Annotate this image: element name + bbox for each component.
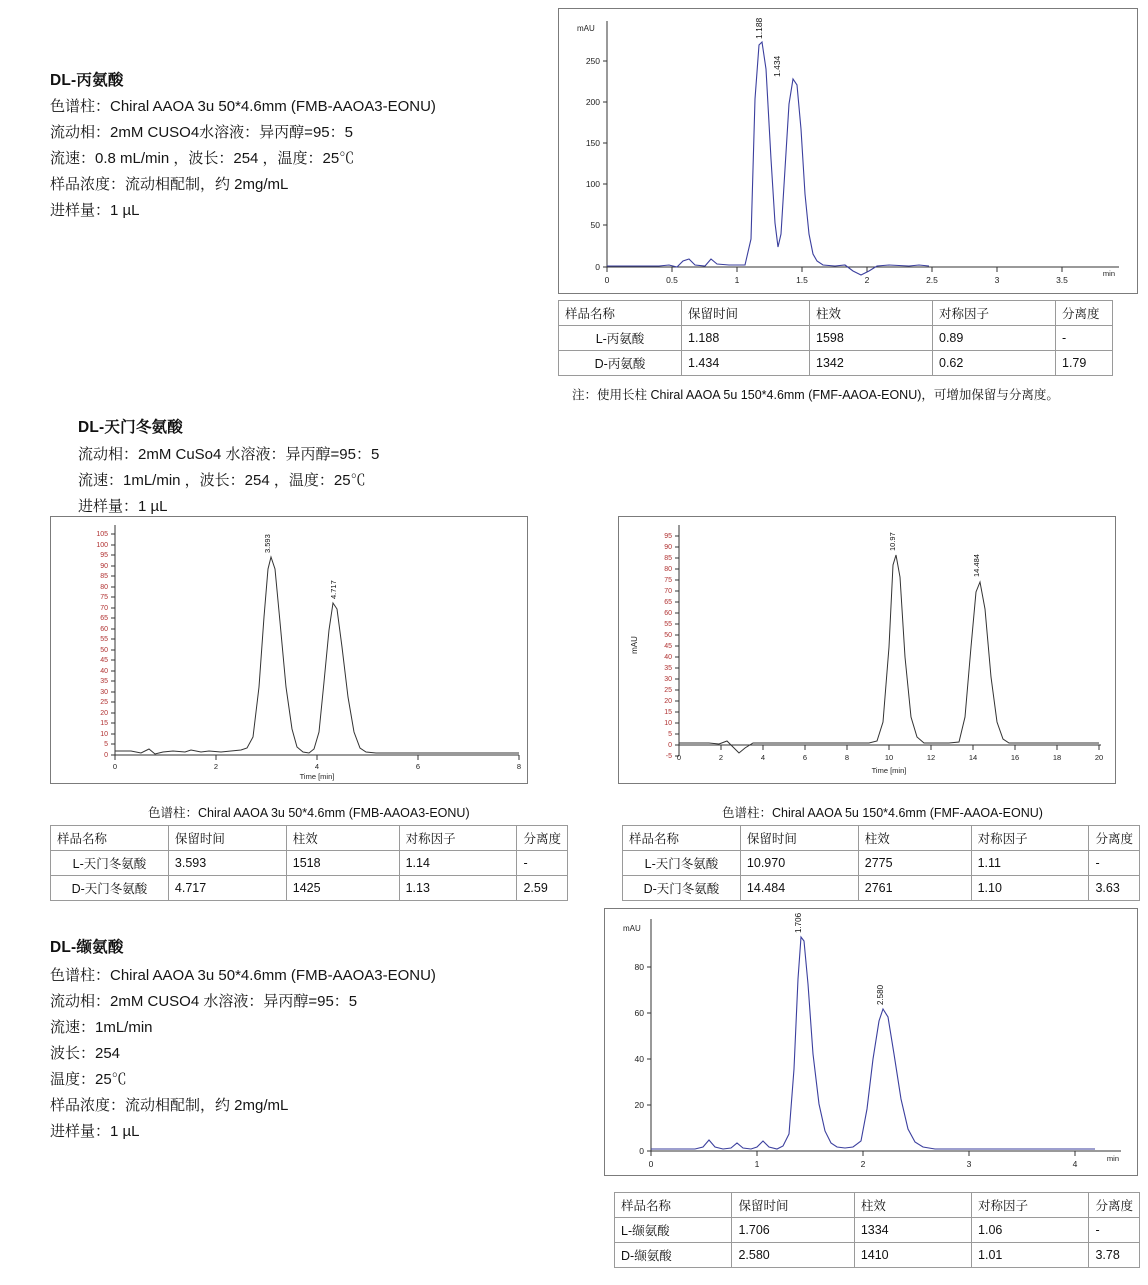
svg-text:14.484: 14.484 <box>972 554 981 577</box>
cell-symmetry: 1.13 <box>399 876 517 901</box>
svg-text:2: 2 <box>860 1159 866 1169</box>
col-header: 保留时间 <box>732 1193 854 1218</box>
svg-text:65: 65 <box>100 615 108 622</box>
svg-text:10: 10 <box>664 720 672 727</box>
svg-text:90: 90 <box>664 544 672 551</box>
spec-line: 温度：25℃ <box>50 1071 127 1088</box>
svg-text:2.5: 2.5 <box>926 275 938 285</box>
table-row <box>615 1243 1140 1268</box>
section-title-aspartic: DL-天门冬氨酸 <box>78 419 183 436</box>
svg-text:80: 80 <box>100 584 108 591</box>
svg-text:15: 15 <box>664 709 672 716</box>
table-row <box>623 876 1140 901</box>
table-header-row <box>615 1193 1140 1218</box>
svg-text:25: 25 <box>664 687 672 694</box>
col-header: 对称因子 <box>971 826 1089 851</box>
svg-text:90: 90 <box>100 563 108 570</box>
svg-text:20: 20 <box>634 1100 644 1110</box>
svg-text:15: 15 <box>100 720 108 727</box>
svg-text:45: 45 <box>100 657 108 664</box>
cell-resolution: 3.78 <box>1089 1243 1140 1268</box>
spec-line: 流速：0.8 mL/min ，波长：254 ，温度：25℃ <box>50 150 355 167</box>
cell-plates: 1342 <box>810 351 933 376</box>
svg-text:75: 75 <box>664 577 672 584</box>
svg-text:1: 1 <box>734 275 740 285</box>
svg-text:20: 20 <box>1094 753 1104 762</box>
svg-text:1.706: 1.706 <box>794 912 803 933</box>
svg-text:200: 200 <box>585 97 600 107</box>
svg-text:40: 40 <box>100 668 108 675</box>
svg-text:0.5: 0.5 <box>666 275 678 285</box>
cell-plates: 2761 <box>858 876 971 901</box>
cell-resolution: 3.63 <box>1089 876 1140 901</box>
svg-text:6: 6 <box>415 762 421 771</box>
col-header: 分离度 <box>1089 1193 1140 1218</box>
section-alanine-text <box>50 68 550 224</box>
svg-text:50: 50 <box>664 632 672 639</box>
svg-text:16: 16 <box>1010 753 1020 762</box>
cell-sample-name: L-丙氨酸 <box>559 326 682 351</box>
cell-plates: 2775 <box>858 851 971 876</box>
spec-line: 进样量：1 µL <box>50 202 140 219</box>
col-header: 柱效 <box>854 1193 971 1218</box>
svg-text:75: 75 <box>100 594 108 601</box>
svg-text:80: 80 <box>664 566 672 573</box>
svg-text:4.717: 4.717 <box>329 580 338 599</box>
svg-text:20: 20 <box>664 698 672 705</box>
svg-text:60: 60 <box>664 610 672 617</box>
cell-resolution: - <box>1089 851 1140 876</box>
cell-symmetry: 1.01 <box>972 1243 1089 1268</box>
svg-text:1.434: 1.434 <box>772 55 782 77</box>
svg-text:Time [min]: Time [min] <box>871 766 907 775</box>
svg-text:18: 18 <box>1052 753 1062 762</box>
svg-text:Time [min]: Time [min] <box>299 772 335 781</box>
cell-plates: 1518 <box>286 851 399 876</box>
svg-text:2: 2 <box>718 753 724 762</box>
svg-text:3: 3 <box>966 1159 972 1169</box>
spec-line: 流速：1mL/min ，波长：254 ，温度：25℃ <box>78 472 366 489</box>
svg-text:3.5: 3.5 <box>1056 275 1068 285</box>
cell-plates: 1334 <box>854 1218 971 1243</box>
svg-text:4: 4 <box>760 753 766 762</box>
svg-text:0: 0 <box>104 752 108 759</box>
table-row <box>559 351 1113 376</box>
spec-line: 流动相：2mM CuSo4 水溶液：异丙醇=95：5 <box>78 446 380 463</box>
svg-text:0: 0 <box>595 262 600 272</box>
svg-text:4: 4 <box>314 762 320 771</box>
svg-text:mAU: mAU <box>630 636 639 654</box>
col-header: 柱效 <box>858 826 971 851</box>
col-header: 样品名称 <box>51 826 169 851</box>
col-header: 样品名称 <box>559 301 682 326</box>
cell-sample-name: D-丙氨酸 <box>559 351 682 376</box>
cell-retention-time: 14.484 <box>740 876 858 901</box>
svg-text:6: 6 <box>802 753 808 762</box>
results-table-alanine <box>558 300 1113 376</box>
cell-resolution: 2.59 <box>517 876 568 901</box>
results-table-valine <box>614 1192 1140 1268</box>
col-header: 分离度 <box>517 826 568 851</box>
spec-line: 色谱柱：Chiral AAOA 3u 50*4.6mm (FMB-AAOA3-EONU) <box>50 98 436 115</box>
spec-line: 波长：254 <box>50 1045 121 1062</box>
cell-sample-name: D-缬氨酸 <box>615 1243 732 1268</box>
note-alanine: 注：使用长柱 Chiral AAOA 5u 150*4.6mm (FMF-AAOA-EONU)，可增加保留与分离度。 <box>572 388 1059 402</box>
results-table-aspartic-short <box>50 825 568 901</box>
svg-text:3.593: 3.593 <box>263 534 272 553</box>
svg-text:70: 70 <box>664 588 672 595</box>
col-header: 对称因子 <box>972 1193 1089 1218</box>
svg-text:10: 10 <box>884 753 894 762</box>
col-header: 柱效 <box>810 301 933 326</box>
svg-text:70: 70 <box>100 605 108 612</box>
svg-text:100: 100 <box>96 542 108 549</box>
cell-symmetry: 1.10 <box>971 876 1089 901</box>
cell-symmetry: 1.11 <box>971 851 1089 876</box>
svg-text:mAU: mAU <box>623 924 641 933</box>
svg-text:40: 40 <box>634 1054 644 1064</box>
svg-text:14: 14 <box>968 753 978 762</box>
svg-text:2: 2 <box>864 275 870 285</box>
cell-sample-name: D-天门冬氨酸 <box>623 876 741 901</box>
spec-line: 色谱柱：Chiral AAOA 3u 50*4.6mm (FMB-AAOA3-EONU) <box>50 967 436 984</box>
svg-text:min: min <box>1106 1154 1119 1163</box>
svg-text:min: min <box>1102 269 1115 278</box>
table-header-row <box>559 301 1113 326</box>
svg-text:65: 65 <box>664 599 672 606</box>
cell-retention-time: 10.970 <box>740 851 858 876</box>
spec-line: 进样量：1 µL <box>50 1123 140 1140</box>
section-title-alanine: DL-丙氨酸 <box>50 72 124 89</box>
table-row <box>51 851 568 876</box>
cell-resolution: 1.79 <box>1056 351 1113 376</box>
svg-text:12: 12 <box>926 753 936 762</box>
cell-retention-time: 3.593 <box>168 851 286 876</box>
column-caption-right: 色谱柱：Chiral AAOA 5u 150*4.6mm (FMF-AAOA-EONU) <box>722 806 1043 820</box>
table-header-row <box>623 826 1140 851</box>
svg-text:35: 35 <box>664 665 672 672</box>
cell-symmetry: 1.14 <box>399 851 517 876</box>
chromatogram-aspartic-short <box>50 516 528 784</box>
col-header: 柱效 <box>286 826 399 851</box>
svg-text:0: 0 <box>639 1146 644 1156</box>
cell-symmetry: 1.06 <box>972 1218 1089 1243</box>
svg-text:4: 4 <box>1072 1159 1078 1169</box>
spec-line: 进样量：1 µL <box>78 498 168 515</box>
svg-text:250: 250 <box>585 56 600 66</box>
svg-text:150: 150 <box>585 138 600 148</box>
svg-text:55: 55 <box>664 621 672 628</box>
cell-plates: 1598 <box>810 326 933 351</box>
svg-text:5: 5 <box>668 731 672 738</box>
chromatogram-aspartic-long <box>618 516 1116 784</box>
svg-text:10: 10 <box>100 731 108 738</box>
cell-sample-name: L-缬氨酸 <box>615 1218 732 1243</box>
table-row <box>615 1218 1140 1243</box>
svg-text:0: 0 <box>648 1159 654 1169</box>
cell-symmetry: 0.89 <box>933 326 1056 351</box>
section-title-valine: DL-缬氨酸 <box>50 939 124 956</box>
spec-line: 样品浓度：流动相配制，约 2mg/mL <box>50 1097 289 1114</box>
spec-line: 流速：1mL/min <box>50 1019 153 1036</box>
svg-text:85: 85 <box>100 573 108 580</box>
svg-text:30: 30 <box>100 689 108 696</box>
svg-text:8: 8 <box>516 762 522 771</box>
cell-sample-name: D-天门冬氨酸 <box>51 876 169 901</box>
svg-text:95: 95 <box>100 552 108 559</box>
cell-plates: 1410 <box>854 1243 971 1268</box>
svg-text:-5: -5 <box>665 753 672 760</box>
svg-text:2.580: 2.580 <box>876 984 885 1005</box>
table-row <box>51 876 568 901</box>
column-caption-left: 色谱柱：Chiral AAOA 3u 50*4.6mm (FMB-AAOA3-EONU) <box>148 806 470 820</box>
results-table-aspartic-long <box>622 825 1140 901</box>
col-header: 对称因子 <box>933 301 1056 326</box>
col-header: 分离度 <box>1089 826 1140 851</box>
svg-text:10.97: 10.97 <box>888 532 897 551</box>
svg-text:20: 20 <box>100 710 108 717</box>
cell-sample-name: L-天门冬氨酸 <box>51 851 169 876</box>
col-header: 保留时间 <box>682 301 810 326</box>
svg-text:60: 60 <box>634 1008 644 1018</box>
svg-text:40: 40 <box>664 654 672 661</box>
svg-text:95: 95 <box>664 533 672 540</box>
cell-retention-time: 2.580 <box>732 1243 854 1268</box>
section-valine-text <box>50 935 570 1145</box>
svg-text:30: 30 <box>664 676 672 683</box>
svg-text:45: 45 <box>664 643 672 650</box>
cell-plates: 1425 <box>286 876 399 901</box>
cell-retention-time: 1.434 <box>682 351 810 376</box>
svg-text:5: 5 <box>104 741 108 748</box>
svg-text:1.5: 1.5 <box>796 275 808 285</box>
table-header-row <box>51 826 568 851</box>
table-row <box>623 851 1140 876</box>
col-header: 保留时间 <box>168 826 286 851</box>
chromatogram-valine <box>604 908 1138 1176</box>
table-row <box>559 326 1113 351</box>
svg-text:8: 8 <box>844 753 850 762</box>
svg-text:0: 0 <box>112 762 118 771</box>
svg-text:mAU: mAU <box>577 24 595 33</box>
col-header: 保留时间 <box>740 826 858 851</box>
col-header: 对称因子 <box>399 826 517 851</box>
svg-text:85: 85 <box>664 555 672 562</box>
svg-text:25: 25 <box>100 699 108 706</box>
col-header: 样品名称 <box>615 1193 732 1218</box>
spec-line: 流动相：2mM CUSO4 水溶液：异丙醇=95：5 <box>50 993 358 1010</box>
section-aspartic-text <box>78 415 598 520</box>
col-header: 分离度 <box>1056 301 1113 326</box>
svg-text:1: 1 <box>754 1159 760 1169</box>
cell-resolution: - <box>1056 326 1113 351</box>
cell-symmetry: 0.62 <box>933 351 1056 376</box>
spec-line: 流动相：2mM CUSO4水溶液：异丙醇=95：5 <box>50 124 353 141</box>
svg-text:105: 105 <box>96 531 108 538</box>
svg-text:2: 2 <box>213 762 219 771</box>
col-header: 样品名称 <box>623 826 741 851</box>
svg-text:0: 0 <box>668 742 672 749</box>
svg-text:55: 55 <box>100 636 108 643</box>
cell-retention-time: 1.188 <box>682 326 810 351</box>
cell-retention-time: 1.706 <box>732 1218 854 1243</box>
svg-text:50: 50 <box>590 220 600 230</box>
svg-text:60: 60 <box>100 626 108 633</box>
cell-resolution: - <box>1089 1218 1140 1243</box>
cell-sample-name: L-天门冬氨酸 <box>623 851 741 876</box>
svg-text:50: 50 <box>100 647 108 654</box>
svg-text:1.188: 1.188 <box>754 17 764 39</box>
svg-text:35: 35 <box>100 678 108 685</box>
svg-text:3: 3 <box>994 275 1000 285</box>
chromatogram-alanine <box>558 8 1138 294</box>
svg-text:80: 80 <box>634 962 644 972</box>
svg-text:0: 0 <box>604 275 610 285</box>
spec-line: 样品浓度：流动相配制，约 2mg/mL <box>50 176 289 193</box>
cell-retention-time: 4.717 <box>168 876 286 901</box>
svg-text:0: 0 <box>676 753 682 762</box>
svg-text:100: 100 <box>585 179 600 189</box>
cell-resolution: - <box>517 851 568 876</box>
